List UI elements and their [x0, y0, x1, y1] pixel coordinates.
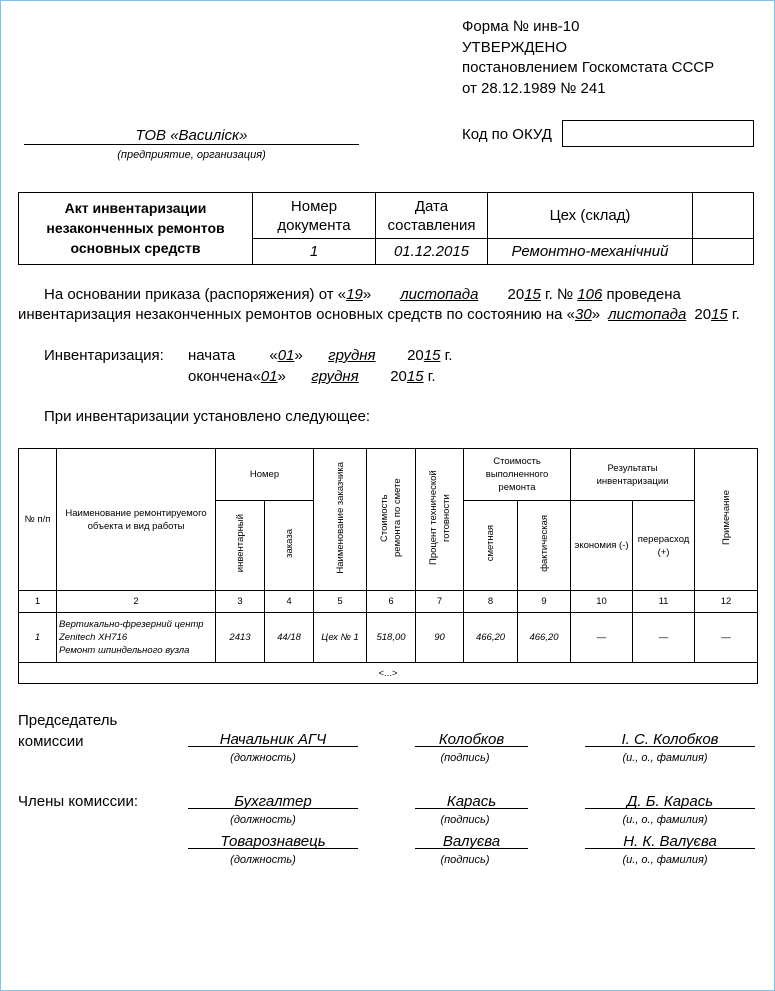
doc-number-header — [253, 193, 375, 238]
established-text: При инвентаризации установлено следующее: — [44, 408, 371, 425]
basis-month-2: листопада — [608, 306, 687, 323]
period-end-month: грудня — [311, 368, 359, 385]
period-end — [188, 368, 436, 385]
period-start — [188, 347, 452, 364]
period-start-year: 15 — [423, 347, 441, 364]
org-caption: (предприятие, организация) — [117, 149, 266, 161]
period-year-prefix: 20 — [390, 368, 407, 385]
th-results: Результаты инвентаризации — [571, 449, 695, 501]
member1-position: Бухгалтер — [234, 793, 312, 810]
sig-line — [188, 808, 358, 809]
cell-customer: Цех № 1 — [314, 613, 367, 663]
col-num: 5 — [314, 591, 367, 613]
date-header-l1: Дата — [414, 197, 449, 215]
cell-pct: 90 — [416, 613, 464, 663]
cell-fact: 466,20 — [518, 613, 571, 663]
members-label: Члены комиссии: — [18, 793, 139, 810]
col-num: 7 — [416, 591, 464, 613]
th-fact-label: фактическая — [538, 515, 550, 572]
cell-name-l2: Zenitech XH716 — [59, 632, 128, 643]
approved-by: постановлением Госкомстата СССР — [462, 59, 715, 76]
basis-year-2: 15 — [711, 306, 728, 323]
sig-line — [585, 746, 755, 747]
th-pct — [416, 449, 464, 591]
th-number: Номер — [216, 449, 314, 501]
cap-position: (должность) — [230, 854, 296, 866]
basis-line-1 — [44, 286, 757, 303]
th-inv-label: инвентарный — [234, 514, 246, 573]
cap-name: (и., о., фамилия) — [622, 752, 708, 764]
ellipsis-cell: <...> — [19, 663, 758, 684]
act-header-divider — [692, 192, 693, 264]
inventory-label: Инвентаризация: — [44, 347, 164, 364]
cap-signature: (подпись) — [440, 752, 490, 764]
period-quote: « — [269, 347, 278, 364]
basis-text: » — [362, 286, 372, 303]
cell-n: 1 — [19, 613, 57, 663]
period-quote: » — [294, 347, 303, 364]
member2-position: Товарознавець — [220, 833, 326, 850]
th-pct-label: Процент технической готовности — [427, 470, 452, 565]
th-fact — [518, 501, 571, 591]
cell-name-l1: Вертикально-фрезерний центр — [59, 619, 204, 630]
cap-name: (и., о., фамилия) — [622, 814, 708, 826]
th-note — [695, 449, 758, 591]
col-num: 2 — [57, 591, 216, 613]
col-num: 1 — [19, 591, 57, 613]
th-cost-est — [367, 449, 416, 591]
doc-number-header-l2: документа — [277, 216, 351, 234]
chair-name: І. С. Колобков — [621, 731, 719, 748]
act-title-line: основных средств — [70, 240, 201, 256]
period-start-day: 01 — [277, 347, 295, 364]
cell-name-l3: Ремонт шпиндельного вузла — [59, 645, 190, 656]
period-quote: » — [277, 368, 286, 385]
period-start-label: начата — [188, 347, 236, 364]
period-quote: « — [252, 368, 261, 385]
th-inv — [216, 501, 265, 591]
cell-order: 44/18 — [265, 613, 314, 663]
chair-label-l1: Председатель — [18, 712, 118, 729]
col-num: 8 — [464, 591, 518, 613]
cell-name — [57, 613, 216, 663]
member1-name: Д. Б. Карась — [626, 793, 714, 810]
period-end-label: окончена — [188, 368, 253, 385]
okud-field — [562, 120, 754, 147]
cap-position: (должность) — [230, 814, 296, 826]
basis-text: » — [591, 306, 601, 323]
basis-text: г. № — [540, 286, 578, 303]
cell-cost-est: 518,00 — [367, 613, 416, 663]
column-numbers-row — [19, 591, 758, 613]
basis-text: 20 — [503, 286, 525, 303]
th-smet — [464, 501, 518, 591]
org-name: ТОВ «Василіск» — [135, 127, 248, 144]
chair-label-l2: комиссии — [18, 733, 84, 750]
basis-month: листопада — [400, 286, 479, 303]
cap-position: (должность) — [230, 752, 296, 764]
sig-line — [585, 848, 755, 849]
cap-signature: (подпись) — [440, 854, 490, 866]
th-order — [265, 501, 314, 591]
inventory-table — [18, 448, 758, 684]
basis-text: На основании приказа (распоряжения) от « — [44, 286, 347, 303]
th-cost-done: Стоимость выполненного ремонта — [464, 449, 571, 501]
cap-name: (и., о., фамилия) — [622, 854, 708, 866]
shop-value: Ремонтно-механічний — [511, 242, 669, 260]
col-num: 9 — [518, 591, 571, 613]
period-year-prefix: 20 — [407, 347, 424, 364]
th-num: № п/п — [19, 449, 57, 591]
approved-date: от 28.12.1989 № 241 — [462, 79, 606, 97]
period-start-month: грудня — [328, 347, 376, 364]
th-note-label: Примечание — [720, 490, 732, 545]
sig-line — [188, 848, 358, 849]
okud-label: Код по ОКУД — [462, 126, 552, 143]
approved-label: УТВЕРЖДЕНО — [462, 38, 568, 56]
basis-text: проведена — [602, 286, 681, 303]
chair-signature: Колобков — [438, 731, 505, 748]
col-num: 11 — [633, 591, 695, 613]
cell-econ: — — [571, 613, 633, 663]
th-customer — [314, 449, 367, 591]
col-num: 4 — [265, 591, 314, 613]
act-title — [19, 193, 252, 263]
cell-over: — — [633, 613, 695, 663]
th-name: Наименование ремонтируемого объекта и вид работы — [57, 449, 216, 591]
period-end-day: 01 — [260, 368, 278, 385]
doc-number-header-l1: Номер — [290, 197, 338, 215]
date-header-l2: составления — [387, 216, 476, 234]
shop-header: Цех (склад) — [549, 207, 631, 224]
date-value: 01.12.2015 — [393, 242, 470, 260]
period-g: г. — [423, 368, 436, 385]
sig-line — [585, 808, 755, 809]
basis-day-2: 30 — [575, 306, 592, 323]
th-order-label: заказа — [283, 529, 295, 558]
sig-line — [415, 848, 528, 849]
chair-label — [18, 710, 117, 752]
basis-day: 19 — [346, 286, 363, 303]
doc-number-value: 1 — [309, 242, 319, 260]
act-title-line: Акт инвентаризации — [64, 200, 207, 216]
chair-position: Начальник АГЧ — [219, 731, 327, 748]
sig-line — [188, 746, 358, 747]
basis-order-number: 106 — [577, 286, 603, 303]
org-underline — [24, 144, 359, 145]
col-num: 10 — [571, 591, 633, 613]
cell-note: — — [695, 613, 758, 663]
form-number: Форма № инв-10 — [462, 18, 580, 35]
act-title-line: незаконченных ремонтов — [46, 220, 225, 236]
th-customer-label: Наименование заказчика — [334, 461, 346, 574]
cell-inv: 2413 — [216, 613, 265, 663]
col-num: 3 — [216, 591, 265, 613]
member2-signature: Валуєва — [442, 833, 501, 850]
period-end-year: 15 — [406, 368, 424, 385]
cap-signature: (подпись) — [440, 814, 490, 826]
basis-text: 20 — [694, 306, 712, 323]
cell-smet: 466,20 — [464, 613, 518, 663]
date-header — [376, 193, 487, 238]
th-cost-est-label: Стоимость ремонта по смете — [379, 478, 403, 557]
period-g: г. — [440, 347, 453, 364]
sig-line — [415, 746, 528, 747]
member2-name: Н. К. Валуєва — [623, 833, 717, 850]
basis-text: г. — [727, 306, 740, 323]
table-row — [19, 613, 758, 663]
basis-year: 15 — [524, 286, 541, 303]
basis-text: инвентаризация незаконченных ремонтов основных средств по состоянию на « — [18, 306, 575, 323]
basis-line-2 — [18, 306, 740, 323]
sig-line — [415, 808, 528, 809]
th-econ: экономия (-) — [571, 501, 633, 591]
form-header — [462, 17, 714, 99]
member1-signature: Карась — [446, 793, 497, 810]
col-num: 6 — [367, 591, 416, 613]
th-smet-label: сметная — [485, 525, 496, 562]
col-num: 12 — [695, 591, 758, 613]
ellipsis-row — [19, 663, 758, 684]
th-over: перерасход (+) — [633, 501, 695, 591]
